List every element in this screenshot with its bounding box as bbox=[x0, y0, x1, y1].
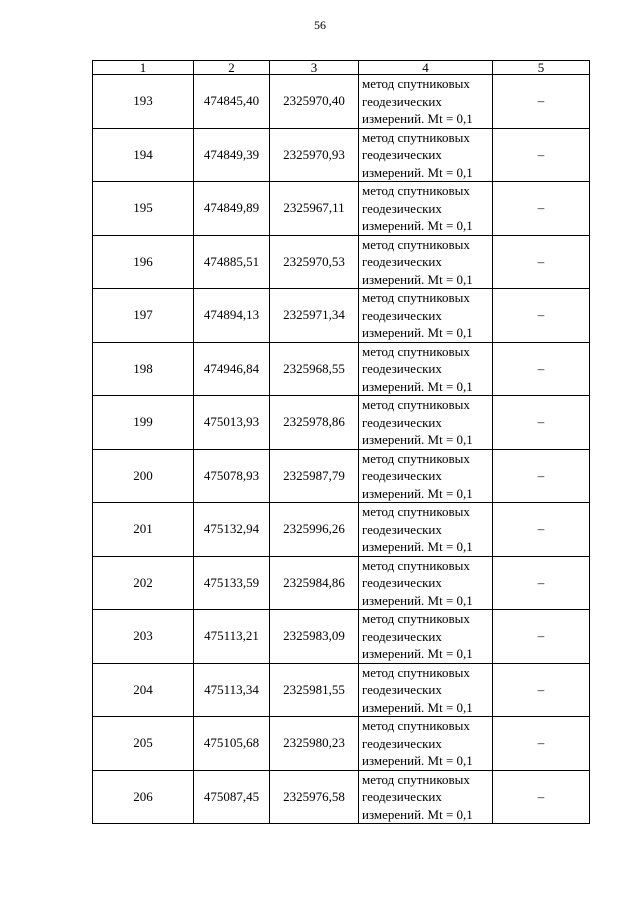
column-5-value: – bbox=[493, 556, 590, 610]
point-number: 200 bbox=[93, 449, 194, 503]
column-5-value: – bbox=[493, 610, 590, 664]
table-row bbox=[93, 770, 590, 824]
coord-y: 2325981,55 bbox=[270, 663, 359, 717]
coord-x: 475113,34 bbox=[194, 663, 270, 717]
column-5-value: – bbox=[493, 75, 590, 129]
method-line-1: метод спутниковых bbox=[362, 450, 470, 466]
coord-x: 474849,39 bbox=[194, 128, 270, 182]
method-line-2: геодезических bbox=[362, 468, 442, 483]
header-col-3: 3 bbox=[270, 61, 359, 75]
method-description bbox=[359, 235, 493, 289]
coord-x: 475133,59 bbox=[194, 556, 270, 610]
method-line-2: геодезических bbox=[362, 575, 442, 590]
method-line-2: геодезических bbox=[362, 361, 442, 376]
method-line-2: геодезических bbox=[362, 200, 442, 216]
coord-y: 2325980,23 bbox=[270, 717, 359, 771]
coord-y: 2325968,55 bbox=[270, 342, 359, 396]
table-row bbox=[93, 717, 590, 771]
method-line-3: измерений. Mt = 0,1 bbox=[362, 806, 473, 822]
coord-x: 475113,21 bbox=[194, 610, 270, 664]
coord-x: 474845,40 bbox=[194, 75, 270, 129]
coord-x: 474849,89 bbox=[194, 182, 270, 236]
table-row bbox=[93, 556, 590, 610]
method-line-3: измерений. Mt = 0,1 bbox=[362, 271, 473, 287]
method-line-1: метод спутниковых bbox=[362, 664, 470, 680]
method-line-1: метод спутниковых bbox=[362, 557, 470, 573]
point-number: 198 bbox=[93, 342, 194, 396]
coord-y: 2325983,09 bbox=[270, 610, 359, 664]
coord-x: 474894,13 bbox=[194, 289, 270, 343]
coord-x: 475013,93 bbox=[194, 396, 270, 450]
method-line-2: геодезических bbox=[362, 789, 442, 804]
method-description bbox=[359, 610, 493, 664]
table-row bbox=[93, 663, 590, 717]
coord-y: 2325987,79 bbox=[270, 449, 359, 503]
method-line-1: метод спутниковых bbox=[362, 771, 470, 787]
method-line-1: метод спутниковых bbox=[362, 236, 470, 252]
method-line-3: измерений. Mt = 0,1 bbox=[362, 378, 473, 394]
column-5-value: – bbox=[493, 182, 590, 236]
page-number: 56 bbox=[314, 18, 326, 32]
method-line-3: измерений. Mt = 0,1 bbox=[362, 592, 473, 608]
method-line-1: метод спутниковых bbox=[362, 397, 470, 412]
table-row bbox=[93, 449, 590, 503]
method-line-2: геодезических bbox=[362, 414, 442, 430]
method-description bbox=[359, 289, 493, 343]
point-number: 201 bbox=[93, 503, 194, 557]
coord-x: 475078,93 bbox=[194, 449, 270, 503]
method-description bbox=[359, 128, 493, 182]
coord-x: 475132,94 bbox=[194, 503, 270, 557]
table-row bbox=[93, 289, 590, 343]
column-5-value: – bbox=[493, 128, 590, 182]
point-number: 202 bbox=[93, 556, 194, 610]
method-line-1: метод спутниковых bbox=[362, 504, 470, 519]
method-line-2: геодезических bbox=[362, 254, 442, 269]
point-number: 197 bbox=[93, 289, 194, 343]
point-number: 196 bbox=[93, 235, 194, 289]
method-line-3: измерений. Mt = 0,1 bbox=[362, 432, 473, 447]
point-number: 203 bbox=[93, 610, 194, 664]
column-5-value: – bbox=[493, 289, 590, 343]
method-description bbox=[359, 75, 493, 129]
column-5-value: – bbox=[493, 770, 590, 824]
coord-y: 2325967,11 bbox=[270, 182, 359, 236]
table-row bbox=[93, 503, 590, 557]
coord-y: 2325984,86 bbox=[270, 556, 359, 610]
coord-x: 474946,84 bbox=[194, 342, 270, 396]
method-line-3: измерений. Mt = 0,1 bbox=[362, 646, 473, 661]
point-number: 193 bbox=[93, 75, 194, 129]
column-5-value: – bbox=[493, 235, 590, 289]
point-number: 194 bbox=[93, 128, 194, 182]
method-description bbox=[359, 449, 493, 503]
coordinates-table bbox=[92, 60, 590, 824]
method-line-3: измерений. Mt = 0,1 bbox=[362, 325, 473, 340]
column-5-value: – bbox=[493, 342, 590, 396]
method-line-1: метод спутниковых bbox=[362, 718, 470, 733]
method-description bbox=[359, 503, 493, 557]
table-row bbox=[93, 182, 590, 236]
header-col-1: 1 bbox=[93, 61, 194, 75]
method-description bbox=[359, 342, 493, 396]
method-description bbox=[359, 182, 493, 236]
method-line-2: геодезических bbox=[362, 93, 442, 109]
method-line-3: измерений. Mt = 0,1 bbox=[362, 164, 473, 180]
table-row bbox=[93, 610, 590, 664]
column-5-value: – bbox=[493, 503, 590, 557]
coord-x: 475087,45 bbox=[194, 770, 270, 824]
method-line-2: геодезических bbox=[362, 628, 442, 644]
table-row bbox=[93, 396, 590, 450]
column-5-value: – bbox=[493, 449, 590, 503]
table-header-row bbox=[93, 61, 590, 75]
method-description bbox=[359, 717, 493, 771]
method-line-1: метод спутниковых bbox=[362, 343, 470, 359]
coord-y: 2325978,86 bbox=[270, 396, 359, 450]
column-5-value: – bbox=[493, 663, 590, 717]
method-line-1: метод спутниковых bbox=[362, 611, 470, 626]
coord-y: 2325970,53 bbox=[270, 235, 359, 289]
point-number: 205 bbox=[93, 717, 194, 771]
table-body bbox=[93, 75, 590, 824]
method-line-1: метод спутниковых bbox=[362, 76, 470, 91]
coord-y: 2325976,58 bbox=[270, 770, 359, 824]
method-line-2: геодезических bbox=[362, 147, 442, 162]
column-5-value: – bbox=[493, 396, 590, 450]
point-number: 195 bbox=[93, 182, 194, 236]
point-number: 204 bbox=[93, 663, 194, 717]
header-col-4: 4 bbox=[359, 61, 493, 75]
method-description bbox=[359, 770, 493, 824]
method-line-3: измерений. Mt = 0,1 bbox=[362, 111, 473, 126]
method-line-1: метод спутниковых bbox=[362, 183, 470, 198]
method-line-2: геодезических bbox=[362, 735, 442, 751]
column-5-value: – bbox=[493, 717, 590, 771]
method-line-1: метод спутниковых bbox=[362, 129, 470, 145]
method-line-3: измерений. Mt = 0,1 bbox=[362, 218, 473, 233]
coord-y: 2325970,40 bbox=[270, 75, 359, 129]
coord-y: 2325996,26 bbox=[270, 503, 359, 557]
method-line-3: измерений. Mt = 0,1 bbox=[362, 753, 473, 768]
coord-y: 2325970,93 bbox=[270, 128, 359, 182]
method-line-2: геодезических bbox=[362, 682, 442, 697]
method-line-3: измерений. Mt = 0,1 bbox=[362, 539, 473, 554]
method-description bbox=[359, 663, 493, 717]
method-line-1: метод спутниковых bbox=[362, 290, 470, 305]
header-col-5: 5 bbox=[493, 61, 590, 75]
table-row bbox=[93, 128, 590, 182]
table-row bbox=[93, 75, 590, 129]
table-row bbox=[93, 235, 590, 289]
header-col-2: 2 bbox=[194, 61, 270, 75]
coord-x: 475105,68 bbox=[194, 717, 270, 771]
method-line-2: геодезических bbox=[362, 521, 442, 537]
method-line-2: геодезических bbox=[362, 307, 442, 323]
coord-y: 2325971,34 bbox=[270, 289, 359, 343]
method-description bbox=[359, 396, 493, 450]
point-number: 206 bbox=[93, 770, 194, 824]
table-row bbox=[93, 342, 590, 396]
method-description bbox=[359, 556, 493, 610]
coord-x: 474885,51 bbox=[194, 235, 270, 289]
point-number: 199 bbox=[93, 396, 194, 450]
method-line-3: измерений. Mt = 0,1 bbox=[362, 485, 473, 501]
method-line-3: измерений. Mt = 0,1 bbox=[362, 699, 473, 715]
